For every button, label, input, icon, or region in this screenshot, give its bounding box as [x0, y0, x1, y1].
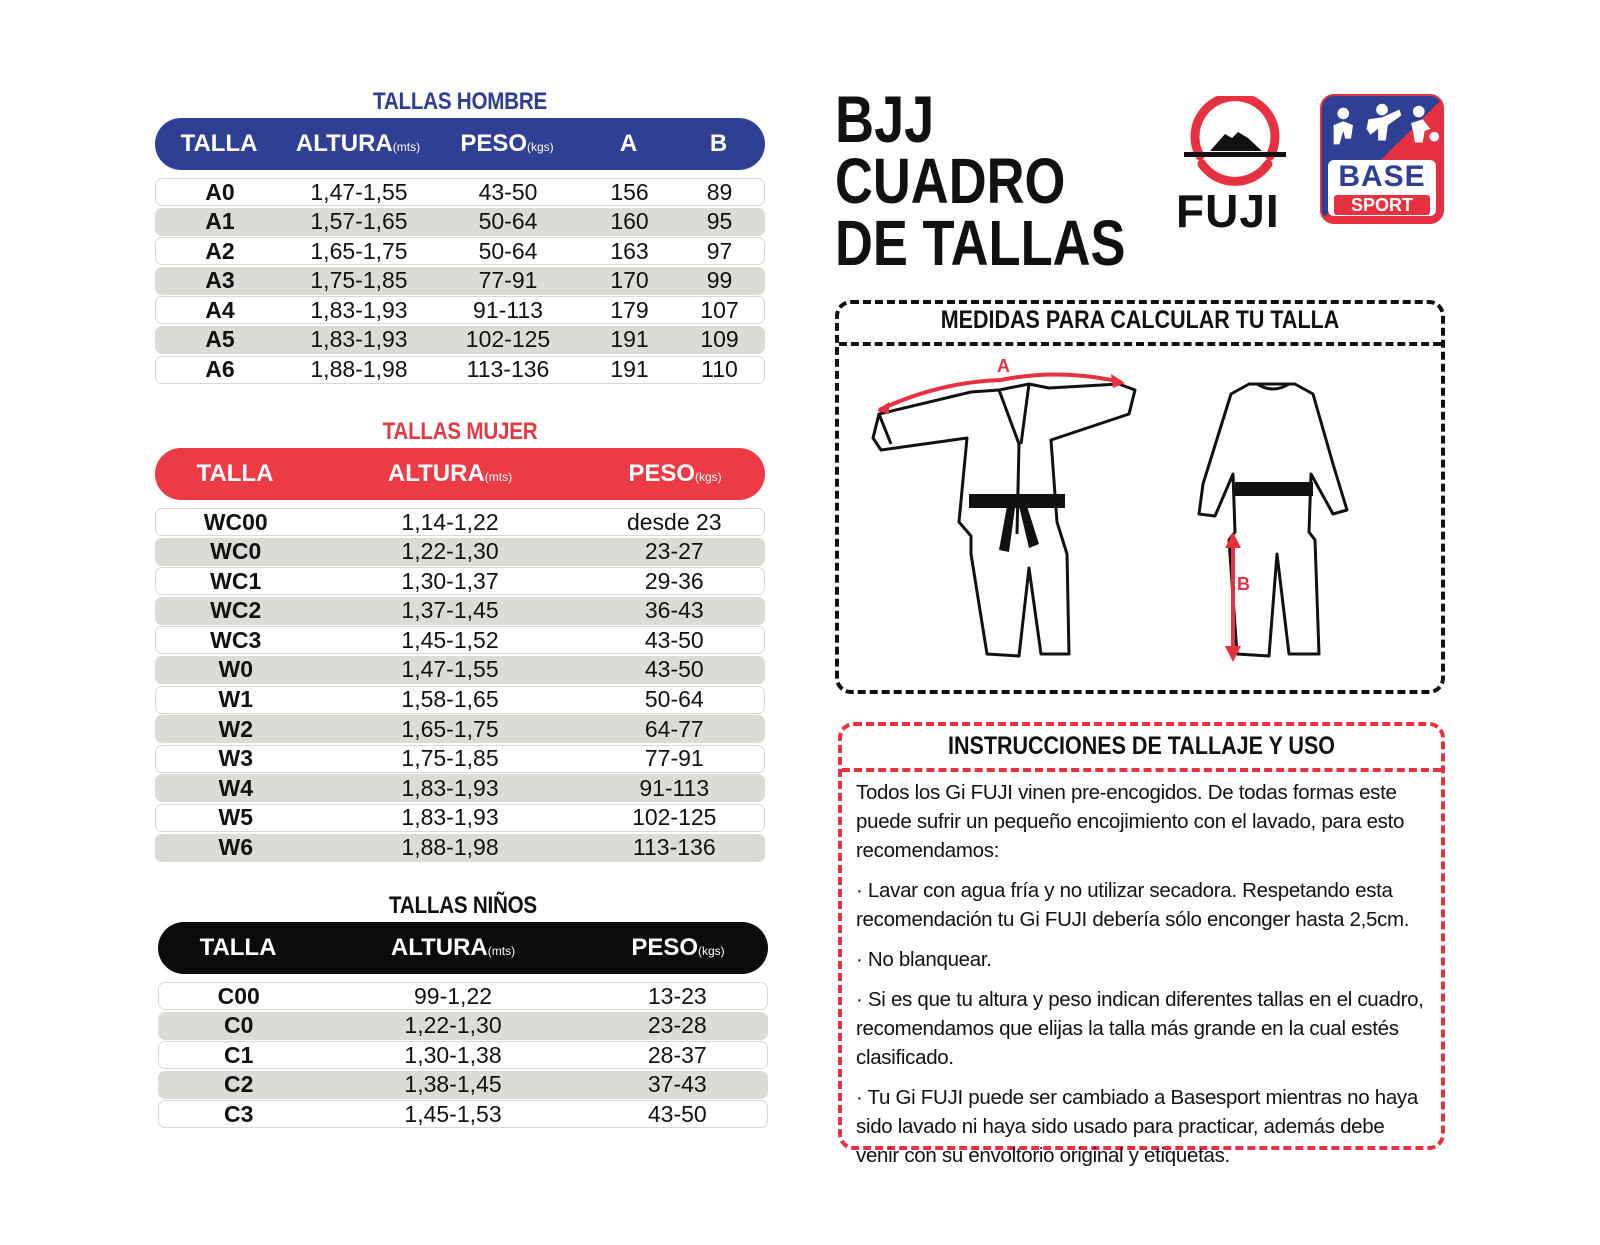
fuji-wordmark: FUJI	[1176, 185, 1280, 237]
page-title	[835, 82, 1126, 279]
header-peso: PESO(kgs)	[460, 130, 554, 157]
basesport-word-sport: SPORT	[1334, 195, 1430, 215]
table-row: W6 1,88-1,98 113-136	[155, 834, 765, 862]
header-b: B	[709, 130, 728, 157]
instructions-box	[838, 722, 1445, 1167]
header-talla: TALLA	[196, 460, 274, 487]
table-row: WC00 1,14-1,22 desde 23	[155, 508, 765, 536]
instruction-paragraph: Todos los Gi FUJI vinen pre-encogidos. De todas formas este puede sufrir un pequeño encojimiento con el lavado, para esto recomendamos:	[856, 781, 1405, 862]
instruction-paragraph: · Si es que tu altura y peso indican diferentes tallas en el cuadro, recomendamos que elijas la talla más grande en la cual estés clasificado.	[856, 988, 1424, 1069]
table-row: C0 1,22-1,30 23-28	[158, 1012, 768, 1040]
measurement-title: MEDIDAS PARA CALCULAR TU TALLA	[940, 306, 1340, 334]
table-row: A2 1,65-1,75 50-64 163 97	[155, 237, 765, 265]
table-row: C00 99-1,22 13-23	[158, 982, 768, 1010]
table-row: A6 1,88-1,98 113-136 191 110	[155, 356, 765, 384]
header-talla: TALLA	[199, 934, 277, 961]
measure-label-b: B	[1237, 574, 1250, 594]
table-row: W4 1,83-1,93 91-113	[155, 774, 765, 802]
athletes-icon	[1322, 96, 1442, 158]
table-row: A3 1,75-1,85 77-91 170 99	[155, 267, 765, 295]
table-row: A5 1,83-1,93 102-125 191 109	[155, 326, 765, 354]
table-row: W3 1,75-1,85 77-91	[155, 745, 765, 773]
men-table-title: TALLAS HOMBRE	[373, 88, 547, 115]
header-talla: TALLA	[180, 130, 258, 157]
title-line-cuadro: CUADRO	[835, 145, 1066, 217]
table-row: A4 1,83-1,93 91-113 179 107	[155, 296, 765, 324]
instructions-divider	[842, 768, 1441, 772]
women-table-title: TALLAS MUJER	[382, 418, 538, 445]
kids-table-title: TALLAS NIÑOS	[389, 892, 537, 919]
kids-size-table	[158, 890, 768, 1130]
instructions-text	[856, 778, 1431, 1181]
instruction-paragraph: · Tu Gi FUJI puede ser cambiado a Basesport mientras no haya sido lavado ni haya sido usado para practicar, además debe venir con su envoltorio original y etiquetas.	[856, 1086, 1418, 1167]
header-peso: PESO(kgs)	[631, 934, 725, 961]
table-row: WC0 1,22-1,30 23-27	[155, 538, 765, 566]
table-row: A0 1,47-1,55 43-50 156 89	[155, 178, 765, 206]
measure-label-a: A	[997, 356, 1010, 376]
measurement-guide	[835, 300, 1445, 694]
instructions-title: INSTRUCCIONES DE TALLAJE Y USO	[947, 732, 1336, 760]
table-row: WC3 1,45-1,52 43-50	[155, 626, 765, 654]
title-line-bjj: BJJ	[835, 82, 935, 156]
title-line-de-tallas: DE TALLAS	[835, 207, 1126, 279]
women-table-header	[155, 448, 765, 500]
table-row: C2 1,38-1,45 37-43	[158, 1071, 768, 1099]
instruction-paragraph: · No blanquear.	[856, 948, 992, 971]
measurement-divider	[839, 342, 1441, 346]
table-row: W5 1,83-1,93 102-125	[155, 804, 765, 832]
header-altura: ALTURA(mts)	[295, 130, 421, 157]
basesport-logo	[1320, 94, 1444, 224]
header-peso: PESO(kgs)	[628, 460, 722, 487]
men-table-header	[155, 118, 765, 170]
table-row: A1 1,57-1,65 50-64 160 95	[155, 208, 765, 236]
women-size-table	[155, 416, 765, 863]
header-altura: ALTURA(mts)	[387, 460, 513, 487]
table-row: C1 1,30-1,38 28-37	[158, 1041, 768, 1069]
instruction-paragraph: · Lavar con agua fría y no utilizar secadora. Respetando esta recomendación tu Gi FUJI debería sólo enconger hasta 2,5cm.	[856, 879, 1410, 931]
table-row: W0 1,47-1,55 43-50	[155, 656, 765, 684]
men-size-table	[155, 86, 765, 385]
basesport-word-base: BASE	[1338, 160, 1426, 193]
table-row: WC1 1,30-1,37 29-36	[155, 567, 765, 595]
header-a: A	[619, 130, 638, 157]
table-row: W1 1,58-1,65 50-64	[155, 686, 765, 714]
table-row: WC2 1,37-1,45 36-43	[155, 597, 765, 625]
table-row: W2 1,65-1,75 64-77	[155, 715, 765, 743]
kids-table-header	[158, 922, 768, 974]
header-altura: ALTURA(mts)	[390, 934, 516, 961]
table-row: C3 1,45-1,53 43-50	[158, 1100, 768, 1128]
gi-measurement-icon	[859, 354, 1429, 689]
